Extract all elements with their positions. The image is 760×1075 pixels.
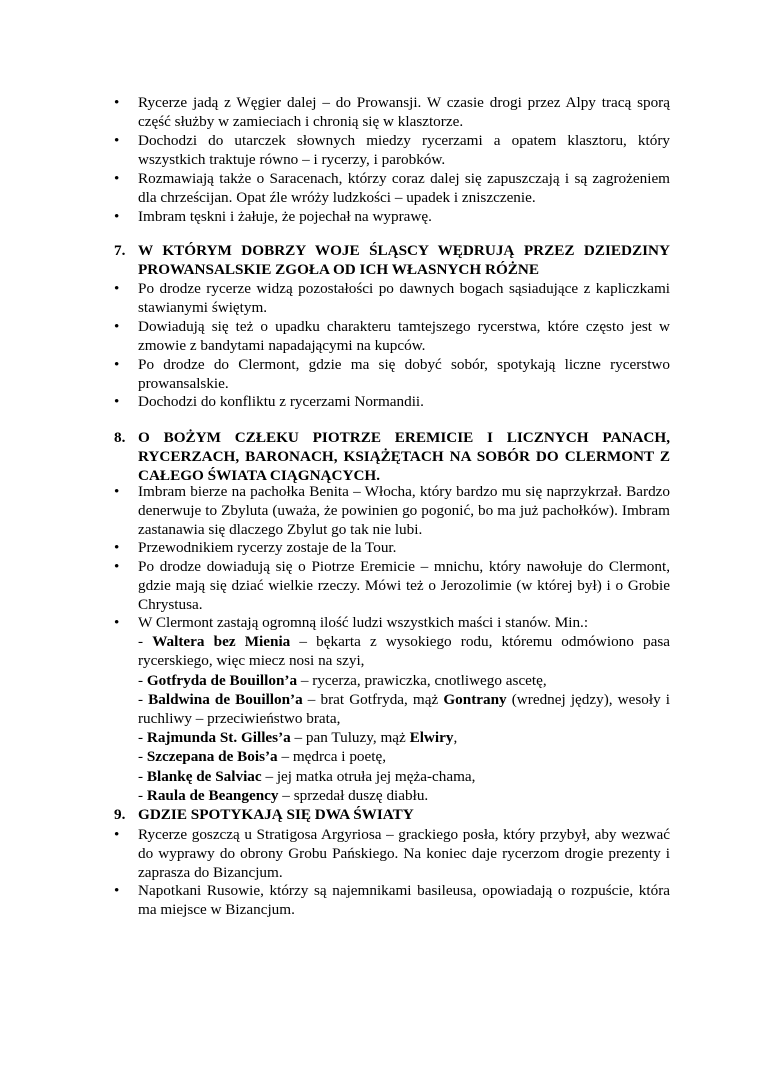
- list-item-text: Przewodnikiem rycerzy zostaje de la Tour.: [138, 539, 397, 556]
- section-number: 7.: [114, 242, 126, 259]
- list-item: [114, 538, 670, 557]
- bullet-icon: •: [114, 826, 120, 843]
- person-name: Rajmunda St. Gilles’a: [146, 729, 291, 747]
- list-item: [114, 169, 670, 207]
- person-prefix: -: [138, 786, 147, 804]
- bullet-icon: •: [114, 280, 120, 297]
- person-desc: – jej matka otruła jej męża-chama,: [261, 767, 476, 785]
- person-name: Baldwina de Bouillon’a: [148, 690, 303, 708]
- bullet-icon: •: [114, 393, 120, 410]
- section-heading: [114, 428, 670, 486]
- bullet-icon: •: [114, 483, 120, 500]
- bullet-icon: •: [114, 318, 120, 335]
- list-item-text: Po drodze do Clermont, gdzie ma się dobyć sobór, spotykają liczne rycerstwo prowansalskie.: [138, 356, 670, 393]
- person-entry: [138, 728, 670, 747]
- bullet-icon: •: [114, 539, 120, 556]
- list-item: [114, 355, 670, 393]
- person-desc: – pan Tuluzy, mąż: [290, 729, 410, 747]
- person-desc: – rycerza, prawiczka, cnotliwego ascetę,: [297, 671, 547, 689]
- person-prefix: -: [138, 729, 147, 747]
- list-item: [114, 482, 670, 540]
- person-name: Szczepana de Bois’a: [146, 748, 278, 766]
- list-item-text: Dowiadują się też o upadku charakteru tamtejszego rycerstwa, które często jest w zmowie z bandytami napadającymi na kupców.: [138, 318, 670, 355]
- bullet-icon: •: [114, 132, 120, 149]
- person-desc: – brat Gotfryda, mąż: [302, 690, 444, 708]
- person-desc-secondary: (wrednej jędzy), wesoły i ruchliwy – przeciwieństwo brata,: [138, 690, 671, 728]
- person-desc: – bękarta z wysokiego rodu, któremu odmówiono pasa rycerskiego, więc miecz nosi na szyi,: [138, 633, 670, 670]
- list-item-text: Dochodzi do utarczek słownych miedzy rycerzami a opatem klasztoru, który wszystkich traktuje równo – i rycerzy, i parobków.: [138, 132, 670, 169]
- bullet-icon: •: [114, 882, 120, 899]
- person-entry: [138, 671, 670, 690]
- person-entry: [138, 767, 670, 786]
- list-item-text: Imbram bierze na pachołka Benita – Włocha, który bardzo mu się naprzykrzał. Bardzo denerwuje to Zbyluta (uważa, że powinien go pogonić, bo ma już pachołków). Imbram zastanawia się dlaczego Zbylut go tak nie lubi.: [138, 483, 670, 539]
- person-name-secondary: Elwiry: [409, 729, 454, 747]
- bullet-icon: •: [114, 208, 120, 225]
- list-item-intro: W Clermont zastają ogromną ilość ludzi wszystkich maści i stanów. Min.:: [138, 614, 589, 631]
- list-item: [114, 881, 670, 919]
- bullet-icon: •: [114, 356, 120, 373]
- list-item-text: Dochodzi do konfliktu z rycerzami Normandii.: [138, 393, 424, 410]
- list-item-text: Po drodze dowiadują się o Piotrze Eremicie – mnichu, który nawołuje do Clermont, gdzie mają się dziać wielkie rzeczy. Mówi też o Jerozolimie (w której był) i o Grobie Chrystusa.: [138, 558, 670, 614]
- section-number: 9.: [114, 806, 126, 823]
- person-entry: [138, 786, 670, 805]
- person-desc-secondary: ,: [453, 729, 458, 747]
- person-name: Gotfryda de Bouillon’a: [146, 671, 298, 689]
- person-desc: – mędrca i poetę,: [277, 748, 387, 766]
- section-heading: [114, 241, 670, 279]
- list-item-text: Po drodze rycerze widzą pozostałości po dawnych bogach sąsiadujące z kapliczkami stawianymi świętym.: [138, 280, 670, 317]
- section-title: W KTÓRYM DOBRZY WOJE ŚLĄSCY WĘDRUJĄ PRZEZ DZIEDZINY PROWANSALSKIE ZGOŁA OD ICH WŁASNYCH RÓŻNE: [138, 242, 670, 279]
- person-desc: – sprzedał duszę diabłu.: [278, 786, 429, 804]
- list-item: [114, 392, 670, 411]
- list-item: [114, 557, 670, 615]
- section-title: O BOŻYM CZŁEKU PIOTRZE EREMICIE I LICZNYCH PANACH, RYCERZACH, BARONACH, KSIĄŻĘTACH NA SOBÓR DO CLERMONT Z CAŁEGO ŚWIATA CIĄGNĄCYCH.: [138, 429, 670, 485]
- bullet-icon: •: [114, 94, 120, 111]
- list-item: [114, 207, 670, 226]
- person-name: Blankę de Salviac: [146, 767, 262, 785]
- section-heading: [114, 805, 670, 824]
- list-item: [114, 825, 670, 883]
- person-prefix: -: [138, 767, 147, 785]
- person-entry: [138, 747, 670, 766]
- list-item: [114, 131, 670, 169]
- bullet-icon: •: [114, 558, 120, 575]
- person-prefix: -: [138, 671, 147, 689]
- person-prefix: -: [138, 690, 149, 708]
- person-prefix: -: [138, 748, 147, 766]
- person-name: Waltera bez Mienia: [152, 633, 291, 651]
- list-item-text: Rycerze goszczą u Stratigosa Argyriosa – grackiego posła, który przybył, aby wezwać do wyprawy do obrony Grobu Pańskiego. Na koniec daje rycerzom drogie prezenty i zaprasza do Bizancjum.: [138, 826, 670, 882]
- list-item: [114, 279, 670, 317]
- list-item-text: Rozmawiają także o Saracenach, którzy coraz dalej się zapuszczają i są zagrożeniem dla chrześcijan. Opat źle wróży ludzkości – upadek i zniszczenie.: [138, 170, 670, 207]
- list-item: [114, 93, 670, 131]
- list-item: [114, 317, 670, 355]
- person-name-secondary: Gontrany: [443, 690, 507, 708]
- list-item-text: Imbram tęskni i żałuje, że pojechał na wyprawę.: [138, 208, 432, 225]
- bullet-icon: •: [114, 614, 120, 631]
- section-title: GDZIE SPOTYKAJĄ SIĘ DWA ŚWIATY: [138, 806, 414, 823]
- bullet-icon: •: [114, 170, 120, 187]
- list-item-text: [138, 613, 670, 805]
- list-item: [114, 613, 670, 805]
- person-name: Raula de Beangency: [146, 786, 279, 804]
- person-entry: [138, 690, 670, 728]
- list-item-text: Rycerze jadą z Węgier dalej – do Prowansji. W czasie drogi przez Alpy tracą sporą część służby w zamieciach i chronią się w klasztorze.: [138, 94, 670, 131]
- person-prefix: -: [138, 633, 153, 651]
- list-item-text: Napotkani Rusowie, którzy są najemnikami basileusa, opowiadają o rozpuście, która ma miejsce w Bizancjum.: [138, 882, 670, 919]
- person-entry: [138, 632, 670, 670]
- section-number: 8.: [114, 429, 126, 446]
